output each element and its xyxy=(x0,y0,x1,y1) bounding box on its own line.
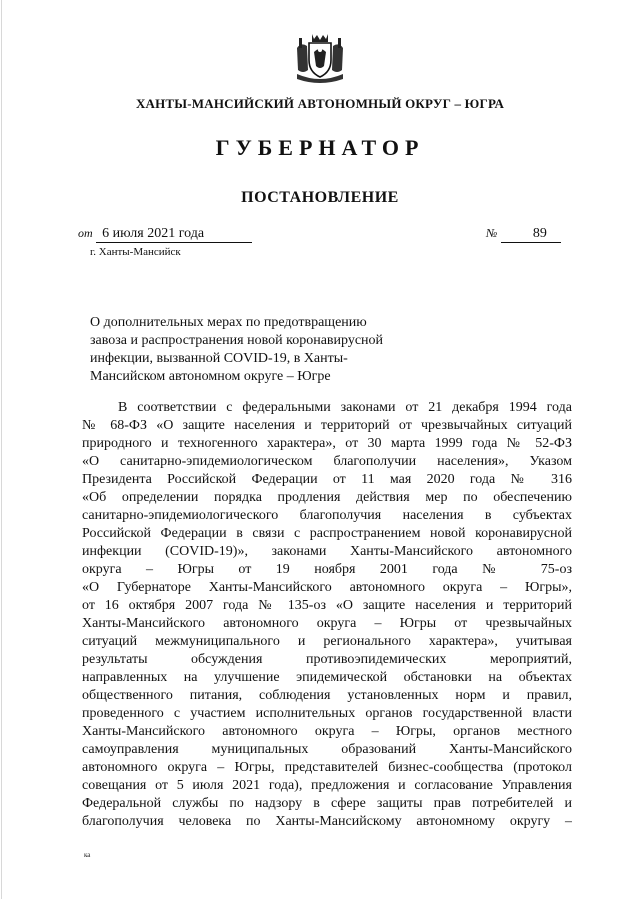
body-line: округа – Югры от 19 ноября 2001 года № 75-оз xyxy=(82,562,572,577)
body-line: благополучия человека по Ханты-Мансийскому автономному округу – xyxy=(82,814,572,829)
body-line: общественного питания, соблюдения установленных норм и правил, xyxy=(82,688,572,703)
body-line: Президента Российской Федерации от 11 мая 2020 года № 316 xyxy=(82,472,572,487)
page-title: ГУБЕРНАТОР xyxy=(215,135,425,160)
body-line: ситуаций межмуниципального и регионального характера», учитывая xyxy=(82,634,572,649)
region-name: ХАНТЫ-МАНСИЙСКИЙ АВТОНОМНЫЙ ОКРУГ – ЮГРА xyxy=(135,96,505,111)
body-line: Федеральной службы по надзору в сфере защиты прав потребителей и xyxy=(82,796,572,811)
body-line: Ханты-Мансийского автономного округа – Югры, органов местного xyxy=(82,724,572,739)
body-line: от 16 октября 2007 года № 135-оз «О защите населения и территорий xyxy=(82,598,572,613)
subject-line: О дополнительных мерах по предотвращению xyxy=(90,315,367,330)
subject-line: Мансийском автономном округе – Югре xyxy=(90,369,331,384)
date-prefix: от xyxy=(78,226,93,240)
body-line: «Об определении порядка продления действия мер по обеспечению xyxy=(82,490,572,505)
subject-line: завоза и распространения новой коронавирусной xyxy=(90,333,384,348)
city-name: г. Ханты-Мансийск xyxy=(90,246,181,258)
body-line: В соответствии с федеральными законами от 21 декабря 1994 года xyxy=(118,400,572,415)
body-line: «О санитарно-эпидемиологическом благополучии населения», Указом xyxy=(82,454,572,469)
decree-number xyxy=(486,226,561,243)
body-line: «О Губернаторе Ханты-Мансийского автономного округа – Югры», xyxy=(82,580,572,595)
coat-of-arms-icon xyxy=(293,30,347,84)
number-prefix: № xyxy=(486,226,498,240)
body-line: санитарно-эпидемиологического благополучия населения в субъектах xyxy=(82,508,572,523)
date-value: 6 июля 2021 года xyxy=(96,226,252,243)
document-type: ПОСТАНОВЛЕНИЕ xyxy=(241,189,399,206)
body-line: природного и техногенного характера», от 30 марта 1999 года № 52-ФЗ xyxy=(82,436,572,451)
body-line: проведенного с участием исполнительных органов государственной власти xyxy=(82,706,572,721)
body-line: Российской Федерации в связи с распространением новой коронавирусной xyxy=(82,526,572,541)
number-value: 89 xyxy=(501,226,561,243)
body-line: направленных на улучшение эпидемической обстановки на объектах xyxy=(82,670,572,685)
decree-preamble xyxy=(82,399,572,831)
body-line: Ханты-Мансийского автономного округа – Югры от чрезвычайных xyxy=(82,616,572,631)
decree-subject xyxy=(90,314,402,386)
footer-mark: ка xyxy=(84,851,91,859)
body-line: автономного округа – Югры, представителей бизнес-сообщества (протокол xyxy=(82,760,572,775)
body-line: результаты обсуждения противоэпидемических мероприятий, xyxy=(82,652,572,667)
body-line: самоуправления муниципальных образований Ханты-Мансийского xyxy=(82,742,572,757)
body-line: № 68-ФЗ «О защите населения и территорий от чрезвычайных ситуаций xyxy=(82,418,572,433)
subject-line: инфекции, вызванной COVID-19, в Ханты- xyxy=(90,351,348,366)
decree-date xyxy=(78,226,252,243)
body-line: совещания от 5 июля 2021 года), предложения и согласование Управления xyxy=(82,778,572,793)
body-line: инфекции (COVID-19)», законами Ханты-Мансийского автономного xyxy=(82,544,572,559)
